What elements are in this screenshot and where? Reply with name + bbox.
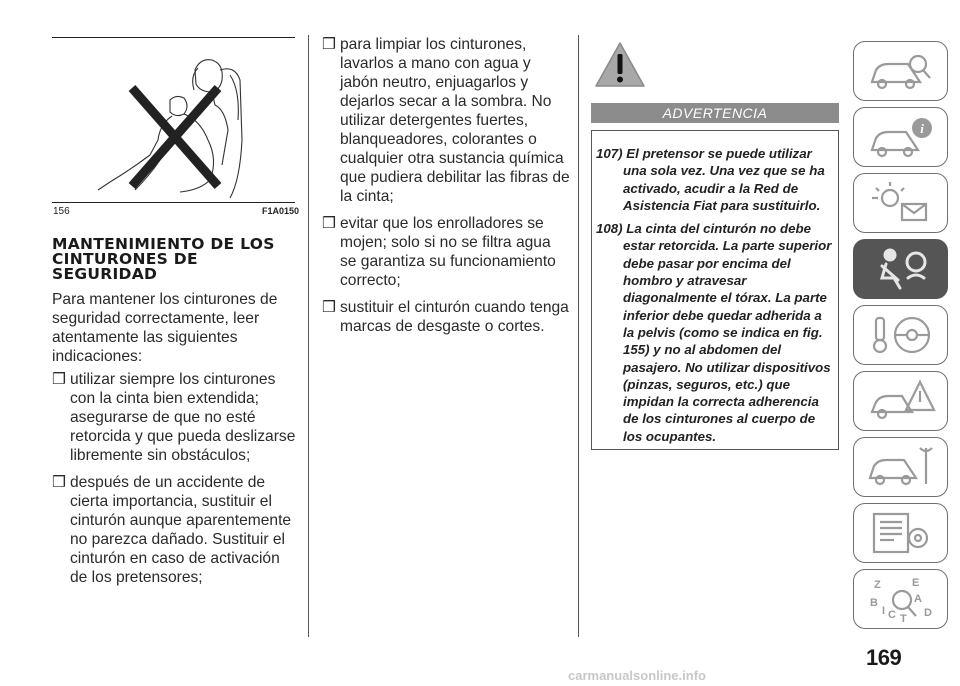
warning-item: 107) El pretensor se puede utilizar una sola vez. Una vez que se ha activado, acudir a la Red de Asistencia Fiat para sustituirlo. [596, 146, 825, 213]
svg-text:T: T [899, 613, 907, 624]
tab-emergency[interactable] [853, 371, 948, 431]
checkbox-bullet-icon: ❒ [322, 215, 336, 232]
chapter-tabs [853, 41, 950, 635]
seatbelt-illustration [90, 50, 260, 200]
warning-triangle-icon [593, 40, 647, 90]
warning-box [591, 130, 839, 450]
list-item: ❒ para limpiar los cinturones, lavarlos a mano con agua y jabón neutro, enjuagarlos y dejarlos secar a la sombra. No utilizar detergentes fuertes, blanqueadores, colorantes o cualquier otra sustancia química que pudiera debilitar las fibras de la cinta; [322, 36, 570, 205]
key-steering-wheel-icon [864, 310, 938, 360]
bullet-list-left [52, 370, 297, 595]
car-search-icon [864, 46, 938, 96]
tab-maintenance[interactable] [853, 437, 948, 497]
warning-header: ADVERTENCIA [591, 103, 839, 123]
car-info-icon [864, 112, 938, 162]
tab-safety[interactable] [853, 239, 948, 299]
section-title: MANTENIMIENTO DE LOS CINTURONES DE SEGURIDAD [52, 235, 275, 283]
section-intro: Para mantener los cinturones de seguridad correctamente, leer atentamente las siguientes indicaciones: [52, 291, 278, 365]
index-search-icon [864, 574, 938, 624]
checkbox-bullet-icon: ❒ [52, 371, 66, 388]
figure-top-rule [52, 37, 295, 38]
column-divider [578, 35, 579, 637]
figure-bottom-rule [52, 202, 295, 203]
svg-text:Z: Z [873, 579, 881, 591]
svg-text:I: I [881, 605, 885, 617]
list-item: ❒ utilizar siempre los cinturones con la cinta bien extendida; asegurarse de que no esté retorcida y que pueda deslizarse libremente sin obstáculos; [52, 371, 296, 464]
list-item: ❒ evitar que los enrolladores se mojen; solo si no se filtra agua se garantiza su funcionamiento correcto; [322, 215, 556, 289]
bullet-list-middle [322, 35, 570, 344]
list-item: ❒ sustituir el cinturón cuando tenga marcas de desgaste o cortes. [322, 299, 569, 335]
warning-triangle-icon [864, 376, 938, 426]
watermark: carmanualsonline.info [568, 668, 706, 683]
svg-text:E: E [911, 577, 919, 589]
svg-text:C: C [887, 609, 896, 621]
svg-text:D: D [923, 607, 932, 619]
tab-car-info[interactable] [853, 107, 948, 167]
seatbelt-airbag-icon [864, 244, 938, 294]
tab-index[interactable] [853, 569, 948, 629]
svg-text:B: B [869, 597, 878, 609]
tab-car-search[interactable] [853, 41, 948, 101]
tab-warning-lights[interactable] [853, 173, 948, 233]
warning-list [592, 131, 838, 445]
svg-text:A: A [913, 593, 922, 605]
car-tools-icon [864, 442, 938, 492]
tab-specifications[interactable] [853, 503, 948, 563]
checkbox-bullet-icon: ❒ [322, 36, 336, 53]
list-item: ❒ después de un accidente de cierta importancia, sustituir el cinturón aunque aparentemente no parezca dañado. Sustituir el cinturón en caso de activación de los pretensores; [52, 474, 292, 586]
warning-item: 108) La cinta del cinturón no debe estar retorcida. La parte superior debe pasar por encima del hombro y atravesar diagonalmente el tórax. La parte inferior debe quedar adherida a la pelvis (como se indica en fig. 155) y no al abdomen del pasajero. No utilizar dispositivos (pinzas, seguros, etc.) que impidan la correcta adherencia de los cinturones al cuerpo de los ocupantes. [596, 221, 832, 444]
column-divider [308, 35, 309, 637]
figure-code: F1A0150 [262, 206, 300, 216]
figure-number: 156 [53, 206, 70, 217]
checkbox-bullet-icon: ❒ [52, 474, 66, 491]
page-number: 169 [866, 645, 902, 670]
tab-starting-driving[interactable] [853, 305, 948, 365]
warning-lights-icon [864, 178, 938, 228]
svg-text:i: i [919, 121, 924, 136]
checkbox-bullet-icon: ❒ [322, 299, 336, 316]
specifications-icon [864, 508, 938, 558]
